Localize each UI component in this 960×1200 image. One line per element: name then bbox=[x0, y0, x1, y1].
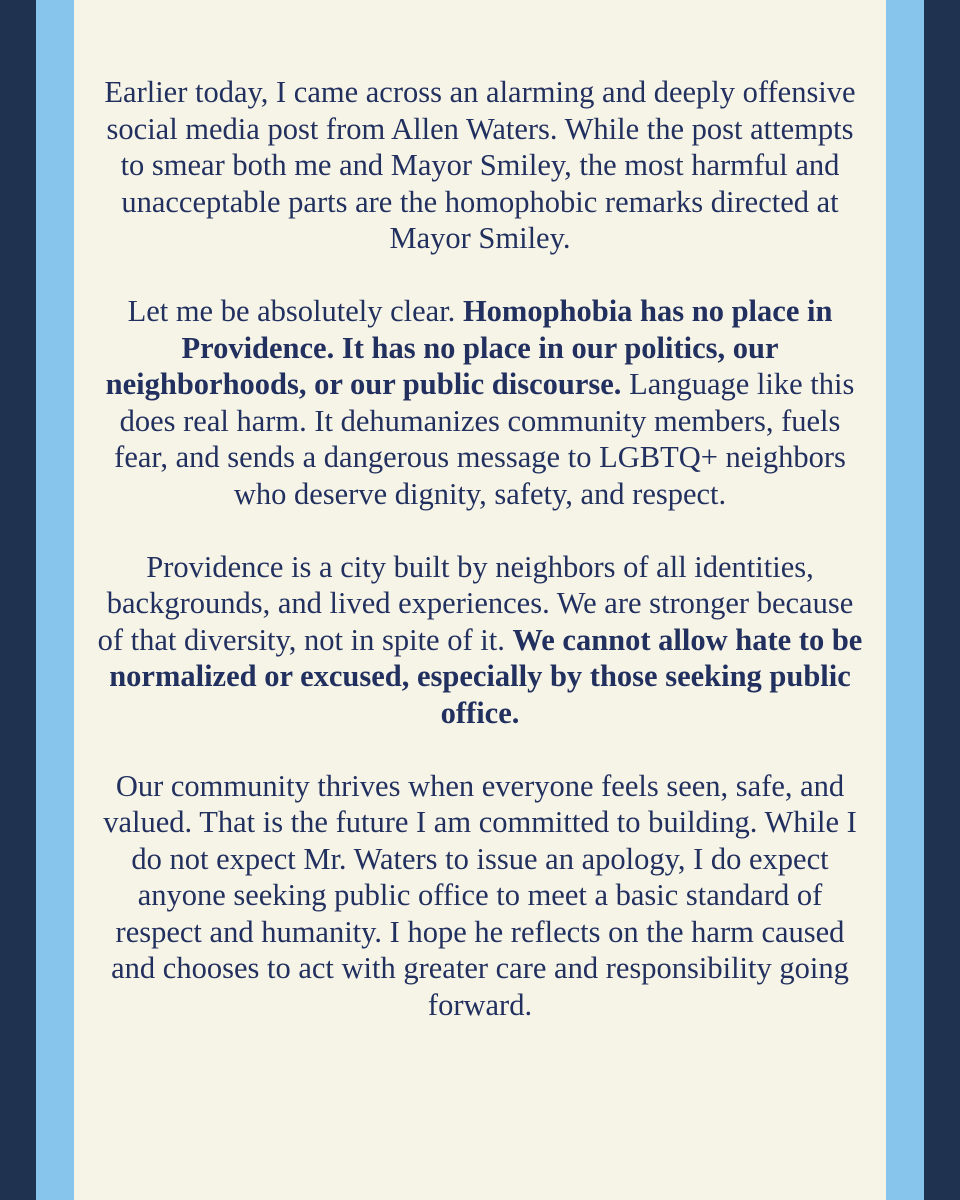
statement-text bbox=[94, 74, 866, 1023]
paragraph-2-emphasis: Homophobia has no place in Providence. It has no place in our politics, our neighborhoods, or our public discourse. bbox=[105, 294, 833, 401]
statement-paragraph-3 bbox=[94, 549, 866, 732]
right-inner-border bbox=[886, 0, 924, 1200]
paragraph-2-intro: Let me be absolutely clear. bbox=[127, 294, 463, 328]
paragraph-1-text: Earlier today, I came across an alarming and deeply offensive social media post from Allen Waters. While the post attempts to smear both me and Mayor Smiley, the most harmful and unacceptable parts are the homophobic remarks directed at Mayor Smiley. bbox=[104, 75, 856, 255]
statement-card bbox=[74, 0, 886, 1200]
paragraph-4-text: Our community thrives when everyone feels seen, safe, and valued. That is the future I am committed to building. While I do not expect Mr. Waters to issue an apology, I do expect anyone seeking public office to meet a basic standard of respect and humanity. I hope he reflects on the harm caused and chooses to act with greater care and responsibility going forward. bbox=[103, 768, 857, 1022]
paragraph-3-text: Providence is a city built by neighbors of all identities, backgrounds, and lived experiences. We are stronger because of that diversity, not in spite of it. bbox=[97, 549, 854, 657]
right-outer-border bbox=[924, 0, 960, 1200]
paragraph-3-emphasis: We cannot allow hate to be normalized or excused, especially by those seeking public office. bbox=[109, 622, 863, 730]
statement-paragraph-1 bbox=[94, 74, 866, 257]
paragraph-2-rest: Language like this does real harm. It dehumanizes community members, fuels fear, and sends a dangerous message to LGBTQ+ neighbors who deserve dignity, safety, and respect. bbox=[114, 367, 855, 511]
left-outer-border bbox=[0, 0, 36, 1200]
left-inner-border bbox=[36, 0, 74, 1200]
statement-paragraph-2 bbox=[94, 293, 866, 512]
statement-paragraph-4 bbox=[94, 768, 866, 1024]
